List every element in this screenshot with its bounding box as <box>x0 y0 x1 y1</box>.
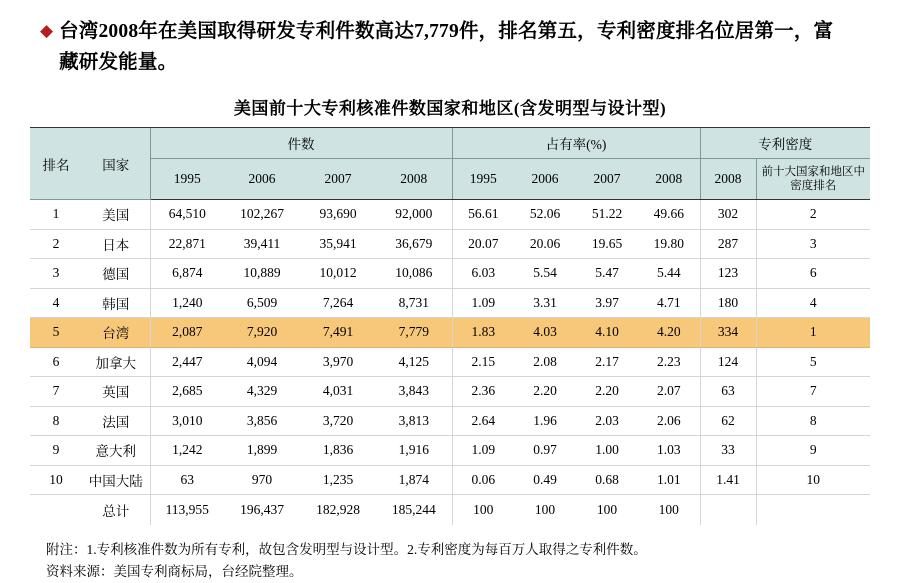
cell-share-2006: 4.03 <box>514 318 576 348</box>
cell-country: 法国 <box>82 406 150 436</box>
header-density-rank: 前十大国家和地区中密度排名 <box>756 159 870 200</box>
cell-count-2006: 970 <box>224 465 300 495</box>
cell-count-1995: 64,510 <box>150 200 224 230</box>
cell-count-2006: 4,329 <box>224 377 300 407</box>
patent-table <box>30 127 870 525</box>
headline-text: 台湾2008年在美国取得研发专利件数高达7,779件，排名第五，专利密度排名位居第一，富藏研发能量。 <box>59 21 834 73</box>
table-title: 美国前十大专利核准件数国家和地区(含发明型与设计型) <box>233 99 667 118</box>
cell-count-1995: 3,010 <box>150 406 224 436</box>
footnotes <box>46 539 870 583</box>
cell-count-2006: 39,411 <box>224 229 300 259</box>
table-row <box>30 259 870 289</box>
table-group-header-row <box>30 128 870 159</box>
cell-country: 德国 <box>82 259 150 289</box>
header-density-2008: 2008 <box>700 159 756 200</box>
cell-density-rank: 3 <box>756 229 870 259</box>
headline <box>40 16 870 78</box>
cell-density: 124 <box>700 347 756 377</box>
cell-density: 302 <box>700 200 756 230</box>
cell-rank: 5 <box>30 318 82 348</box>
cell-share-1995: 2.15 <box>452 347 514 377</box>
cell-density-rank: 6 <box>756 259 870 289</box>
header-country: 国家 <box>82 128 150 200</box>
cell-share-2006: 2.20 <box>514 377 576 407</box>
cell-count-2007: 93,690 <box>300 200 376 230</box>
header-share-2007: 2007 <box>576 159 638 200</box>
cell-share-2008: 4.71 <box>638 288 700 318</box>
cell-count-2006: 3,856 <box>224 406 300 436</box>
cell-density-rank: 7 <box>756 377 870 407</box>
cell-density: 123 <box>700 259 756 289</box>
cell-share-2008: 4.20 <box>638 318 700 348</box>
cell-count-2008: 7,779 <box>376 318 452 348</box>
cell-country: 美国 <box>82 200 150 230</box>
cell-density: 63 <box>700 377 756 407</box>
cell-country: 台湾 <box>82 318 150 348</box>
cell-share-2008: 2.06 <box>638 406 700 436</box>
cell-share-2006: 52.06 <box>514 200 576 230</box>
cell-country: 英国 <box>82 377 150 407</box>
cell-total-label-blank <box>30 495 82 526</box>
cell-share-2006: 20.06 <box>514 229 576 259</box>
cell-share-2006: 3.31 <box>514 288 576 318</box>
table-row <box>30 229 870 259</box>
cell-count-2008: 8,731 <box>376 288 452 318</box>
cell-count-2008: 1,916 <box>376 436 452 466</box>
cell-count-1995: 1,242 <box>150 436 224 466</box>
header-count-2007: 2007 <box>300 159 376 200</box>
cell-density: 334 <box>700 318 756 348</box>
cell-count-2006: 10,889 <box>224 259 300 289</box>
cell-count-2008: 3,843 <box>376 377 452 407</box>
header-rank: 排名 <box>30 128 82 200</box>
cell-density: 180 <box>700 288 756 318</box>
cell-density: 33 <box>700 436 756 466</box>
table-total-row <box>30 495 870 526</box>
table-row <box>30 406 870 436</box>
cell-count-1995: 2,087 <box>150 318 224 348</box>
cell-share-2008: 1.03 <box>638 436 700 466</box>
cell-share-1995: 56.61 <box>452 200 514 230</box>
cell-count-2007: 3,970 <box>300 347 376 377</box>
cell-density: 1.41 <box>700 465 756 495</box>
cell-share-1995: 20.07 <box>452 229 514 259</box>
cell-count-2008: 36,679 <box>376 229 452 259</box>
cell-count-2006: 102,267 <box>224 200 300 230</box>
cell-total-label: 总计 <box>82 495 150 526</box>
cell-share-2008: 19.80 <box>638 229 700 259</box>
cell-share-2006: 0.49 <box>514 465 576 495</box>
diamond-bullet-icon: ◆ <box>40 21 54 40</box>
cell-total-share-1995: 100 <box>452 495 514 526</box>
header-count-1995: 1995 <box>150 159 224 200</box>
cell-count-2007: 7,491 <box>300 318 376 348</box>
table-row <box>30 436 870 466</box>
cell-total-share-2008: 100 <box>638 495 700 526</box>
cell-count-2006: 4,094 <box>224 347 300 377</box>
cell-density-rank: 5 <box>756 347 870 377</box>
cell-share-2006: 2.08 <box>514 347 576 377</box>
cell-rank: 6 <box>30 347 82 377</box>
table-row <box>30 200 870 230</box>
cell-count-1995: 6,874 <box>150 259 224 289</box>
cell-density-rank: 4 <box>756 288 870 318</box>
table-row <box>30 288 870 318</box>
cell-share-1995: 6.03 <box>452 259 514 289</box>
cell-share-2006: 5.54 <box>514 259 576 289</box>
cell-density-rank: 8 <box>756 406 870 436</box>
cell-density-rank: 1 <box>756 318 870 348</box>
cell-total-density <box>700 495 756 526</box>
cell-share-2008: 5.44 <box>638 259 700 289</box>
cell-share-1995: 1.09 <box>452 436 514 466</box>
cell-share-2007: 4.10 <box>576 318 638 348</box>
table-body <box>30 200 870 526</box>
cell-count-2008: 1,874 <box>376 465 452 495</box>
header-share-2008: 2008 <box>638 159 700 200</box>
cell-share-1995: 2.64 <box>452 406 514 436</box>
cell-count-2006: 7,920 <box>224 318 300 348</box>
cell-rank: 7 <box>30 377 82 407</box>
cell-count-2007: 7,264 <box>300 288 376 318</box>
cell-share-1995: 0.06 <box>452 465 514 495</box>
cell-share-2007: 2.03 <box>576 406 638 436</box>
cell-total-count-1995: 113,955 <box>150 495 224 526</box>
table-row <box>30 465 870 495</box>
header-share-2006: 2006 <box>514 159 576 200</box>
cell-count-2008: 92,000 <box>376 200 452 230</box>
cell-count-2006: 6,509 <box>224 288 300 318</box>
cell-rank: 1 <box>30 200 82 230</box>
header-count-group: 件数 <box>150 128 452 159</box>
cell-rank: 4 <box>30 288 82 318</box>
cell-share-2007: 19.65 <box>576 229 638 259</box>
cell-rank: 3 <box>30 259 82 289</box>
cell-country: 日本 <box>82 229 150 259</box>
cell-country: 加拿大 <box>82 347 150 377</box>
header-density-group: 专利密度 <box>700 128 870 159</box>
cell-density: 287 <box>700 229 756 259</box>
cell-count-2007: 10,012 <box>300 259 376 289</box>
cell-rank: 10 <box>30 465 82 495</box>
cell-count-1995: 2,447 <box>150 347 224 377</box>
cell-density-rank: 10 <box>756 465 870 495</box>
header-share-group: 占有率(%) <box>452 128 700 159</box>
cell-count-2007: 1,235 <box>300 465 376 495</box>
cell-count-1995: 1,240 <box>150 288 224 318</box>
cell-density-rank: 2 <box>756 200 870 230</box>
cell-count-2008: 3,813 <box>376 406 452 436</box>
cell-share-2006: 1.96 <box>514 406 576 436</box>
cell-country: 韩国 <box>82 288 150 318</box>
cell-share-1995: 2.36 <box>452 377 514 407</box>
cell-total-count-2007: 182,928 <box>300 495 376 526</box>
cell-country: 意大利 <box>82 436 150 466</box>
footnote-line-2: 资料来源：美国专利商标局，台经院整理。 <box>46 564 303 579</box>
header-share-1995: 1995 <box>452 159 514 200</box>
table-sub-header-row <box>30 159 870 200</box>
cell-total-count-2008: 185,244 <box>376 495 452 526</box>
cell-count-2007: 4,031 <box>300 377 376 407</box>
cell-share-2008: 2.07 <box>638 377 700 407</box>
cell-count-2007: 35,941 <box>300 229 376 259</box>
cell-count-1995: 22,871 <box>150 229 224 259</box>
cell-total-count-2006: 196,437 <box>224 495 300 526</box>
cell-count-2006: 1,899 <box>224 436 300 466</box>
header-count-2008: 2008 <box>376 159 452 200</box>
cell-count-1995: 2,685 <box>150 377 224 407</box>
cell-count-2008: 10,086 <box>376 259 452 289</box>
cell-share-2007: 2.17 <box>576 347 638 377</box>
cell-share-2007: 3.97 <box>576 288 638 318</box>
cell-total-share-2007: 100 <box>576 495 638 526</box>
cell-share-1995: 1.09 <box>452 288 514 318</box>
cell-rank: 2 <box>30 229 82 259</box>
cell-share-1995: 1.83 <box>452 318 514 348</box>
cell-density: 62 <box>700 406 756 436</box>
cell-count-2008: 4,125 <box>376 347 452 377</box>
cell-count-1995: 63 <box>150 465 224 495</box>
table-row <box>30 347 870 377</box>
cell-share-2008: 2.23 <box>638 347 700 377</box>
cell-share-2008: 1.01 <box>638 465 700 495</box>
cell-density-rank: 9 <box>756 436 870 466</box>
cell-share-2008: 49.66 <box>638 200 700 230</box>
cell-total-share-2006: 100 <box>514 495 576 526</box>
cell-share-2007: 2.20 <box>576 377 638 407</box>
cell-country: 中国大陆 <box>82 465 150 495</box>
table-row <box>30 377 870 407</box>
header-count-2006: 2006 <box>224 159 300 200</box>
cell-share-2007: 1.00 <box>576 436 638 466</box>
cell-share-2006: 0.97 <box>514 436 576 466</box>
cell-share-2007: 5.47 <box>576 259 638 289</box>
cell-share-2007: 0.68 <box>576 465 638 495</box>
cell-rank: 8 <box>30 406 82 436</box>
cell-rank: 9 <box>30 436 82 466</box>
footnote-line-1: 附注：1.专利核准件数为所有专利，故包含发明型与设计型。2.专利密度为每百万人取得之专利件数。 <box>46 542 647 557</box>
cell-share-2007: 51.22 <box>576 200 638 230</box>
cell-count-2007: 3,720 <box>300 406 376 436</box>
cell-count-2007: 1,836 <box>300 436 376 466</box>
table-row-highlighted <box>30 318 870 348</box>
cell-total-density-rank <box>756 495 870 526</box>
